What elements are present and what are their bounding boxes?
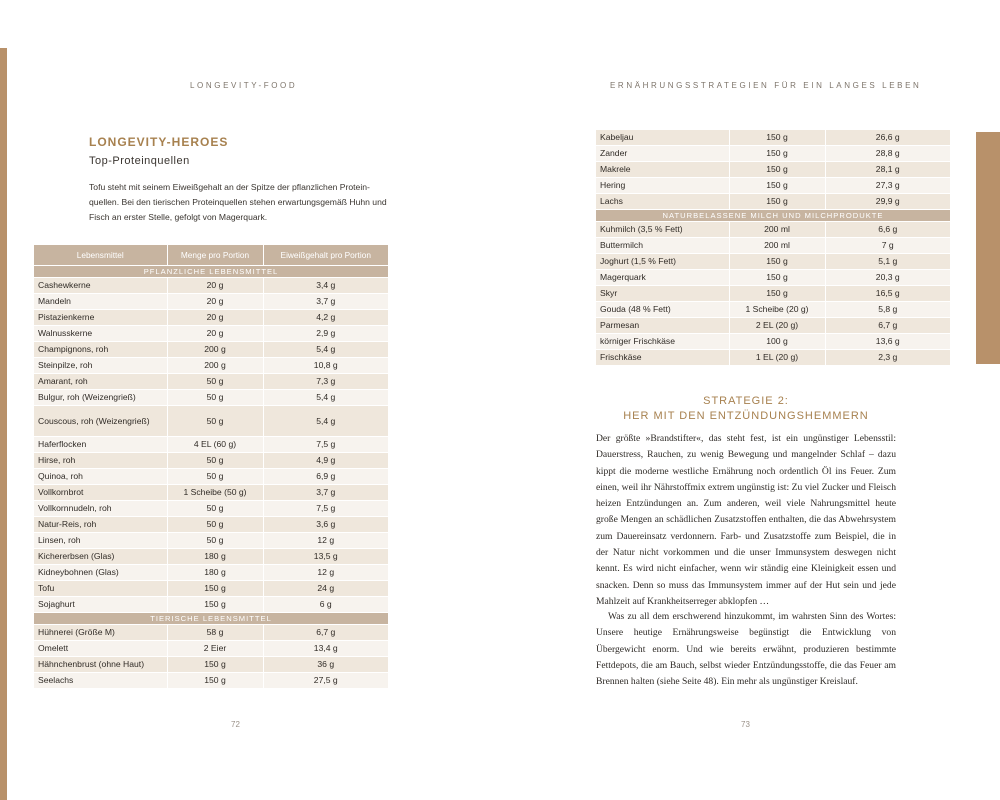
portion-cell: 150 g	[729, 194, 825, 210]
protein-cell: 3,7 g	[263, 294, 388, 310]
body-paragraph-1: Der größte »Brandstifter«, das steht fest, ist ein ungünstiger Lebensstil: Dauerstress, Rauchen, zu wenig Bewegung und mangelnder Schlaf – dazu kippt die moderne westliche Ernährung noch ordentlich Öl ins Feuer. Zum einen, weil ihr Nährstoffmix extrem ungünstig ist: Zu viel Zucker und Fleisch heizen Entzündungen an. Zum anderen, weil viele Nahrungsmittel heute große Mengen an schädlichen Zusatzstoffen enthalten, die das Abwehrsystem zum Dauereinsatz verdonnern. Farb- und Zusatzstoffe zum Beispiel, die in der Natur nicht vorkommen und die unser Immunsystem deswegen nicht kennt. Es wird nicht einfacher, wenn wir ständig eine Kleinigkeit essen und snacken. Denn so muss das Immunsystem immer auf der Hut sein und jede Mahlzeit auf Krankheitserreger abklopfen …	[596, 433, 896, 607]
food-name-cell: Joghurt (1,5 % Fett)	[596, 254, 729, 270]
protein-cell: 6,6 g	[825, 222, 950, 238]
food-name-cell: Frischkäse	[596, 350, 729, 366]
portion-cell: 50 g	[167, 453, 263, 469]
table-category-row	[34, 266, 388, 278]
page-edge-left	[0, 48, 7, 800]
protein-cell: 20,3 g	[825, 270, 950, 286]
protein-cell: 13,5 g	[263, 549, 388, 565]
protein-cell: 5,4 g	[263, 342, 388, 358]
table-row	[34, 625, 388, 641]
protein-cell: 12 g	[263, 533, 388, 549]
protein-cell: 4,2 g	[263, 310, 388, 326]
portion-cell: 150 g	[167, 597, 263, 613]
portion-cell: 150 g	[167, 581, 263, 597]
food-name-cell: Vollkornnudeln, roh	[34, 501, 167, 517]
table-row	[34, 374, 388, 390]
table-row	[596, 222, 950, 238]
protein-cell: 28,8 g	[825, 146, 950, 162]
food-name-cell: Bulgur, roh (Weizengrieß)	[34, 390, 167, 406]
table-row	[34, 485, 388, 501]
table-row	[596, 286, 950, 302]
food-name-cell: Linsen, roh	[34, 533, 167, 549]
portion-cell: 150 g	[729, 270, 825, 286]
food-name-cell: Couscous, roh (Weizengrieß)	[34, 406, 167, 437]
protein-cell: 12 g	[263, 565, 388, 581]
table-row	[596, 302, 950, 318]
portion-cell: 150 g	[729, 286, 825, 302]
table-row	[596, 254, 950, 270]
protein-cell: 5,1 g	[825, 254, 950, 270]
protein-cell: 6,7 g	[825, 318, 950, 334]
food-name-cell: körniger Frischkäse	[596, 334, 729, 350]
food-name-cell: Hering	[596, 178, 729, 194]
intro-paragraph: Tofu steht mit seinem Eiweißgehalt an der Spitze der pflanzlichen Protein-quellen. Bei den tierischen Proteinquellen stehen erwartungsgemäß Huhn und Fisch an erster Stelle, gefolgt von Magerquark.	[89, 182, 387, 222]
portion-cell: 1 Scheibe (50 g)	[167, 485, 263, 501]
portion-cell: 2 Eier	[167, 641, 263, 657]
protein-cell: 6 g	[263, 597, 388, 613]
section-title: LONGEVITY-HEROES	[89, 135, 229, 149]
table-category-row	[34, 613, 388, 625]
table-row	[34, 342, 388, 358]
protein-cell: 7,5 g	[263, 437, 388, 453]
table-row	[34, 469, 388, 485]
protein-cell: 27,3 g	[825, 178, 950, 194]
protein-cell: 7 g	[825, 238, 950, 254]
portion-cell: 2 EL (20 g)	[729, 318, 825, 334]
portion-cell: 50 g	[167, 406, 263, 437]
protein-cell: 13,4 g	[263, 641, 388, 657]
protein-cell: 26,6 g	[825, 130, 950, 146]
table-row	[34, 517, 388, 533]
strategy-heading-line1: STRATEGIE 2:	[703, 395, 789, 407]
protein-cell: 29,9 g	[825, 194, 950, 210]
food-name-cell: Zander	[596, 146, 729, 162]
protein-cell: 5,8 g	[825, 302, 950, 318]
running-head-right: ERNÄHRUNGSSTRATEGIEN FÜR EIN LANGES LEBEN	[610, 81, 922, 90]
table-category-label: NATURBELASSENE MILCH UND MILCHPRODUKTE	[596, 210, 950, 222]
table-row	[596, 146, 950, 162]
table-row	[34, 641, 388, 657]
food-name-cell: Kuhmilch (3,5 % Fett)	[596, 222, 729, 238]
portion-cell: 200 g	[167, 342, 263, 358]
food-name-cell: Steinpilze, roh	[34, 358, 167, 374]
food-name-cell: Hirse, roh	[34, 453, 167, 469]
protein-cell: 24 g	[263, 581, 388, 597]
table-row	[596, 162, 950, 178]
food-name-cell: Cashewkerne	[34, 278, 167, 294]
food-name-cell: Quinoa, roh	[34, 469, 167, 485]
protein-cell: 7,3 g	[263, 374, 388, 390]
protein-cell: 10,8 g	[263, 358, 388, 374]
table-row	[34, 597, 388, 613]
page-edge-tab-right	[976, 132, 1000, 364]
portion-cell: 50 g	[167, 533, 263, 549]
portion-cell: 4 EL (60 g)	[167, 437, 263, 453]
food-name-cell: Kabeljau	[596, 130, 729, 146]
protein-cell: 2,3 g	[825, 350, 950, 366]
portion-cell: 150 g	[167, 673, 263, 689]
portion-cell: 58 g	[167, 625, 263, 641]
protein-cell: 36 g	[263, 657, 388, 673]
table-row	[596, 350, 950, 366]
table-row	[34, 565, 388, 581]
body-paragraph-2: Was zu all dem erschwerend hinzukommt, im wahrsten Sinn des Wortes: Unsere heutige Ernährungsweise begünstigt die Entwicklung von Übergewicht enorm. Und wie bereits erwähnt, produzieren bestimmte Fettdepots, die am Bauch, selbst wieder Entzündungsstoffe, die das Feuer am Brennen halten (siehe Seite 48). Ein mehr als ungünstiger Kreislauf.	[596, 611, 896, 688]
portion-cell: 50 g	[167, 469, 263, 485]
table-row	[596, 130, 950, 146]
portion-cell: 1 EL (20 g)	[729, 350, 825, 366]
portion-cell: 200 ml	[729, 222, 825, 238]
protein-cell: 3,7 g	[263, 485, 388, 501]
food-name-cell: Magerquark	[596, 270, 729, 286]
table-row	[34, 278, 388, 294]
page-number-left: 72	[231, 720, 240, 729]
food-name-cell: Tofu	[34, 581, 167, 597]
portion-cell: 50 g	[167, 374, 263, 390]
protein-cell: 7,5 g	[263, 501, 388, 517]
table-row	[34, 358, 388, 374]
portion-cell: 150 g	[167, 657, 263, 673]
table-row	[34, 406, 388, 437]
portion-cell: 50 g	[167, 390, 263, 406]
food-name-cell: Mandeln	[34, 294, 167, 310]
portion-cell: 20 g	[167, 326, 263, 342]
table-row	[34, 657, 388, 673]
table-row	[34, 437, 388, 453]
table-row	[596, 238, 950, 254]
table-row	[34, 294, 388, 310]
table-row	[596, 194, 950, 210]
table-row	[596, 318, 950, 334]
protein-cell: 13,6 g	[825, 334, 950, 350]
food-name-cell: Sojaghurt	[34, 597, 167, 613]
table-header-cell: Menge pro Portion	[167, 245, 263, 266]
portion-cell: 1 Scheibe (20 g)	[729, 302, 825, 318]
food-name-cell: Buttermilch	[596, 238, 729, 254]
food-name-cell: Vollkornbrot	[34, 485, 167, 501]
table-row	[34, 326, 388, 342]
portion-cell: 50 g	[167, 501, 263, 517]
portion-cell: 150 g	[729, 130, 825, 146]
page-number-right: 73	[741, 720, 750, 729]
table-category-label: TIERISCHE LEBENSMITTEL	[34, 613, 388, 625]
protein-cell: 16,5 g	[825, 286, 950, 302]
table-category-row	[596, 210, 950, 222]
food-name-cell: Walnusskerne	[34, 326, 167, 342]
protein-cell: 2,9 g	[263, 326, 388, 342]
food-name-cell: Amarant, roh	[34, 374, 167, 390]
section-subtitle: Top-Proteinquellen	[89, 155, 190, 167]
food-name-cell: Hühnerei (Größe M)	[34, 625, 167, 641]
protein-cell: 6,9 g	[263, 469, 388, 485]
portion-cell: 100 g	[729, 334, 825, 350]
food-name-cell: Haferflocken	[34, 437, 167, 453]
food-name-cell: Hähnchenbrust (ohne Haut)	[34, 657, 167, 673]
protein-cell: 5,4 g	[263, 390, 388, 406]
protein-cell: 3,4 g	[263, 278, 388, 294]
food-name-cell: Gouda (48 % Fett)	[596, 302, 729, 318]
portion-cell: 20 g	[167, 278, 263, 294]
portion-cell: 200 ml	[729, 238, 825, 254]
food-name-cell: Champignons, roh	[34, 342, 167, 358]
food-name-cell: Natur-Reis, roh	[34, 517, 167, 533]
protein-cell: 6,7 g	[263, 625, 388, 641]
food-name-cell: Lachs	[596, 194, 729, 210]
table-row	[596, 334, 950, 350]
protein-cell: 28,1 g	[825, 162, 950, 178]
portion-cell: 200 g	[167, 358, 263, 374]
protein-cell: 3,6 g	[263, 517, 388, 533]
table-row	[596, 178, 950, 194]
table-row	[34, 390, 388, 406]
food-name-cell: Skyr	[596, 286, 729, 302]
table-category-label: PFLANZLICHE LEBENSMITTEL	[34, 266, 388, 278]
portion-cell: 180 g	[167, 565, 263, 581]
portion-cell: 150 g	[729, 162, 825, 178]
table-header-row	[34, 245, 388, 266]
table-header-cell: Lebensmittel	[34, 245, 167, 266]
protein-table-left	[34, 245, 388, 689]
portion-cell: 20 g	[167, 310, 263, 326]
portion-cell: 20 g	[167, 294, 263, 310]
portion-cell: 150 g	[729, 146, 825, 162]
table-row	[34, 501, 388, 517]
food-name-cell: Kidneybohnen (Glas)	[34, 565, 167, 581]
food-name-cell: Kichererbsen (Glas)	[34, 549, 167, 565]
table-row	[34, 310, 388, 326]
table-row	[34, 673, 388, 689]
table-row	[34, 533, 388, 549]
food-name-cell: Parmesan	[596, 318, 729, 334]
protein-cell: 4,9 g	[263, 453, 388, 469]
table-row	[34, 581, 388, 597]
strategy-heading-line2: HER MIT DEN ENTZÜNDUNGSHEMMERN	[623, 410, 869, 422]
food-name-cell: Omelett	[34, 641, 167, 657]
table-row	[596, 270, 950, 286]
food-name-cell: Pistazienkerne	[34, 310, 167, 326]
portion-cell: 150 g	[729, 254, 825, 270]
protein-table-right	[596, 130, 950, 366]
table-row	[34, 549, 388, 565]
protein-cell: 27,5 g	[263, 673, 388, 689]
protein-cell: 5,4 g	[263, 406, 388, 437]
portion-cell: 50 g	[167, 517, 263, 533]
food-name-cell: Makrele	[596, 162, 729, 178]
portion-cell: 180 g	[167, 549, 263, 565]
table-row	[34, 453, 388, 469]
running-head-left: LONGEVITY-FOOD	[190, 81, 298, 90]
portion-cell: 150 g	[729, 178, 825, 194]
table-header-cell: Eiweißgehalt pro Portion	[263, 245, 388, 266]
food-name-cell: Seelachs	[34, 673, 167, 689]
